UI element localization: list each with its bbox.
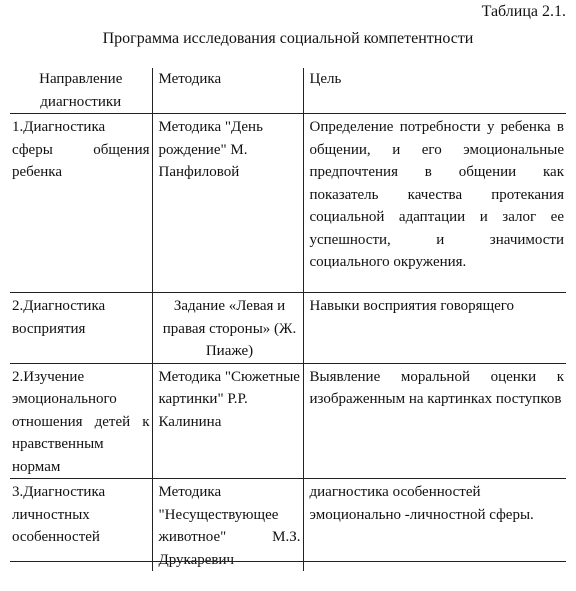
table-row (10, 114, 566, 293)
header-direction: Направление диагностики (10, 68, 152, 114)
table-row (10, 293, 566, 364)
cell-direction: 3.Диагностика личностных особенностей (12, 484, 106, 545)
cell-goal: Выявление моральной оценки к изображенным на картинках поступков (303, 363, 566, 479)
cell-method: Методика "День рождение" М. Панфиловой (152, 114, 303, 293)
cell-direction: 1.Диагностика сферы общения ребенка (10, 114, 152, 293)
header-method: Методика (152, 68, 303, 114)
table-caption: Программа исследования социальной компетентности (102, 30, 474, 47)
header-goal: Цель (303, 68, 566, 114)
table-header-row (10, 68, 566, 114)
table-number: Таблица 2.1. (481, 3, 566, 20)
cell-goal: Определение потребности у ребенка в общении, и его эмоциональные предпочтения в общении как показатель качества протекания социальной адаптации и залог ее успешности, и значимости социального окружения. (303, 114, 566, 293)
cell-method: Методика "Несуществующее животное" М.З. Друкаревич (152, 479, 303, 572)
cell-method: Задание «Левая и правая стороны» (Ж. Пиаже) (152, 293, 303, 364)
cell-goal: диагностика особенностей эмоционально -личностной сферы. (303, 479, 566, 572)
cell-goal: Навыки восприятия говорящего (303, 293, 566, 364)
cell-method: Методика "Сюжетные картинки" Р.Р. Калинина (152, 363, 303, 479)
table-row (10, 363, 566, 479)
cell-direction: 2.Изучение эмоционального отношения детей к нравственным нормам (10, 363, 152, 479)
table-row (10, 479, 566, 572)
cell-direction: 2.Диагностика восприятия (10, 293, 152, 364)
table-bottom-rule (10, 561, 566, 562)
research-program-table (10, 68, 566, 571)
